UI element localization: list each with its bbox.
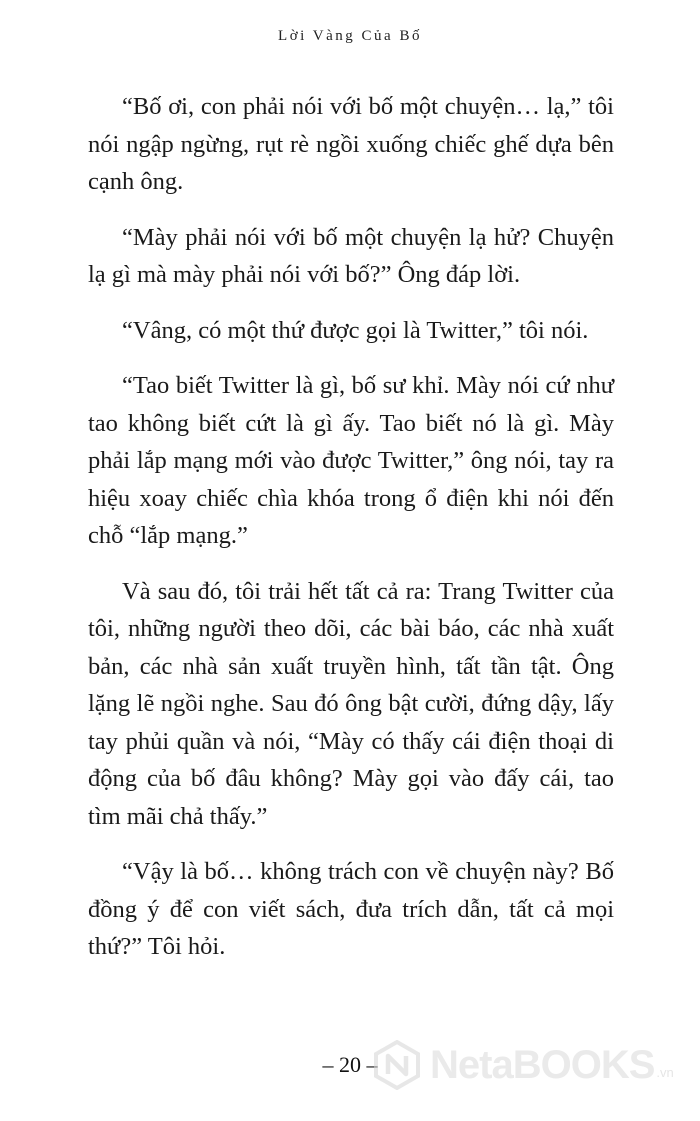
watermark-suffix: .vn [656, 1065, 674, 1080]
netabooks-logo-icon [372, 1040, 422, 1090]
paragraph: “Vậy là bố… không trách con về chuyện này? Bố đồng ý để con viết sách, đưa trích dẫn, tất cả mọi thứ?” Tôi hỏi. [88, 858, 614, 960]
running-header: Lời Vàng Của Bố [278, 28, 422, 44]
page-body [88, 88, 614, 984]
page-number: – 20 – [322, 1052, 378, 1077]
paragraph: “Vâng, có một thứ được gọi là Twitter,” tôi nói. [122, 316, 589, 344]
paragraph: “Tao biết Twitter là gì, bố sư khỉ. Mày nói cứ như tao không biết cứt là gì ấy. Tao biết nó là gì. Mày phải lắp mạng mới vào được Twitter,” ông nói, tay ra hiệu xoay chiếc chìa khóa trong ổ điện khi nói đến chỗ “lắp mạng.” [88, 372, 614, 549]
paragraph: “Bố ơi, con phải nói với bố một chuyện… lạ,” tôi nói ngập ngừng, rụt rè ngồi xuống chiếc ghế dựa bên cạnh ông. [88, 93, 614, 195]
paragraph: Và sau đó, tôi trải hết tất cả ra: Trang Twitter của tôi, những người theo dõi, các bài báo, các nhà xuất bản, các nhà sản xuất truyền hình, tất tần tật. Ông lặng lẽ ngồi nghe. Sau đó ông bật cười, đứng dậy, lấy tay phủi quần và nói, “Mày có thấy cái điện thoại di động của bố đâu không? Mày gọi vào đấy cái, tao tìm mãi chả thấy.” [88, 577, 614, 830]
watermark [372, 1040, 674, 1090]
paragraph: “Mày phải nói với bố một chuyện lạ hử? Chuyện lạ gì mà mày phải nói với bố?” Ông đáp lời. [88, 223, 614, 288]
watermark-brand: NetaBOOKS [430, 1042, 655, 1087]
